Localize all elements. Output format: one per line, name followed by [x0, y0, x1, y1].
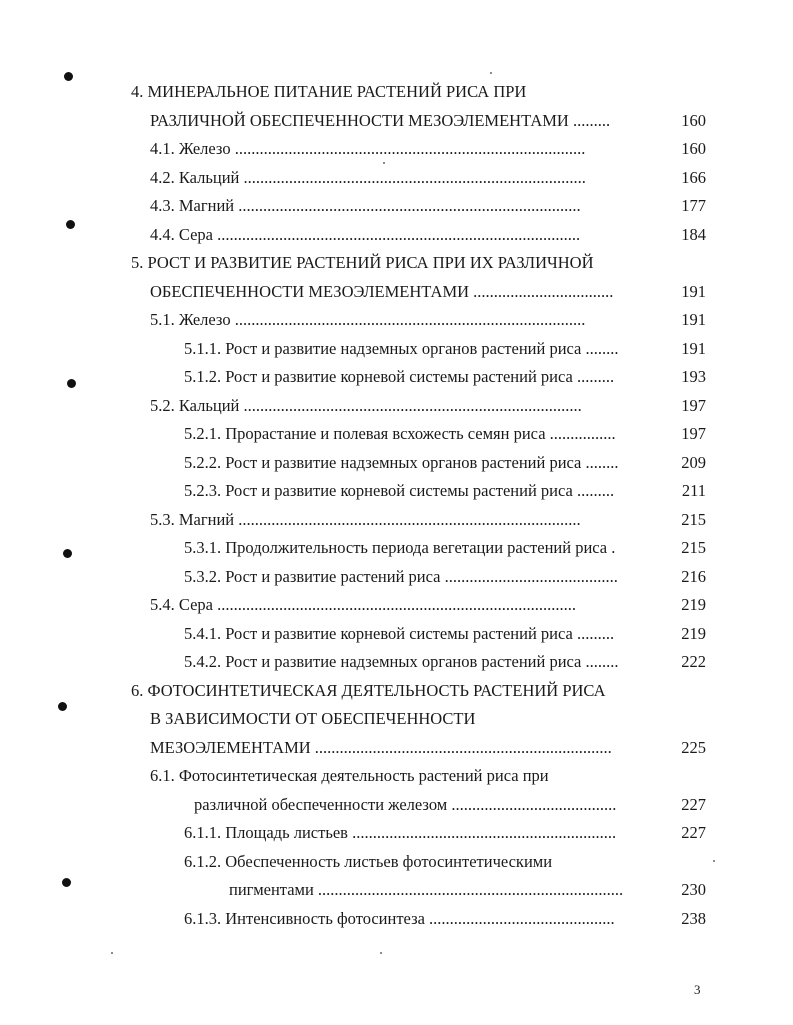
- toc-entry-text: 5.4.2. Рост и развитие надземных органов растений риса ........: [184, 652, 619, 671]
- toc-entry-page: 215: [681, 538, 706, 557]
- toc-entry-text: В ЗАВИСИМОСТИ ОТ ОБЕСПЕЧЕННОСТИ: [150, 709, 476, 728]
- toc-entry-text: 5.3.2. Рост и развитие растений риса ..........................................: [184, 567, 618, 586]
- toc-entry-page: 222: [681, 652, 706, 671]
- toc-entry-page: 160: [681, 111, 706, 130]
- punch-hole-mark: [67, 379, 76, 388]
- toc-entry-page: 216: [681, 567, 706, 586]
- toc-entry-page: 166: [681, 168, 706, 187]
- scan-speck: [111, 952, 113, 954]
- toc-entry-page: 191: [681, 282, 706, 301]
- toc-entry-text: 5.2.3. Рост и развитие корневой системы растений риса .........: [184, 481, 615, 500]
- toc-entry-text: различной обеспеченности железом ........................................: [194, 795, 617, 814]
- scan-speck: [380, 952, 382, 954]
- toc-entry-page: 211: [681, 481, 706, 500]
- toc-entry-text: 5.4. Сера .......................................................................................: [150, 595, 576, 614]
- toc-entry-text: 5.3. Магний ...................................................................................: [150, 510, 581, 529]
- punch-hole-mark: [64, 72, 73, 81]
- toc-entry-text: 5.1.1. Рост и развитие надземных органов растений риса ........: [184, 339, 619, 358]
- toc-entry-text: ОБЕСПЕЧЕННОСТИ МЕЗОЭЛЕМЕНТАМИ ..................................: [150, 282, 614, 301]
- toc-entry-page: 184: [681, 225, 706, 244]
- toc-entry-text: 4.3. Магний ...................................................................................: [150, 196, 581, 215]
- toc-entry-text: 5.2.2. Рост и развитие надземных органов растений риса ........: [184, 453, 619, 472]
- toc-entry-text: 6.1.2. Обеспеченность листьев фотосинтетическими: [184, 852, 553, 871]
- toc-entry-page: 209: [681, 453, 706, 472]
- toc-entry-text: 6.1. Фотосинтетическая деятельность растений риса при: [150, 766, 549, 785]
- toc-entry-page: 197: [681, 424, 706, 443]
- toc-entry-page: 191: [681, 310, 706, 329]
- punch-hole-mark: [63, 549, 72, 558]
- scan-speck: [383, 162, 385, 164]
- toc-entry-text: 4.2. Кальций ...................................................................................: [150, 168, 586, 187]
- toc-entry-text: 6.1.3. Интенсивность фотосинтеза .............................................: [184, 909, 615, 928]
- toc-entry-page: 219: [681, 624, 706, 643]
- toc-entry-text: МЕЗОЭЛЕМЕНТАМИ ........................................................................: [150, 738, 612, 757]
- toc-entry-page: 197: [681, 396, 706, 415]
- toc-entry-text: 5.2.1. Прорастание и полевая всхожесть семян риса ................: [184, 424, 616, 443]
- scan-speck: [713, 860, 715, 862]
- toc-entry-page: 191: [681, 339, 706, 358]
- toc-entry-text: 5. РОСТ И РАЗВИТИЕ РАСТЕНИЙ РИСА ПРИ ИХ РАЗЛИЧНОЙ: [131, 253, 594, 272]
- toc-entry-page: 238: [681, 909, 706, 928]
- toc-entry-text: 5.1. Железо .....................................................................................: [150, 310, 586, 329]
- punch-hole-mark: [66, 220, 75, 229]
- page-number: 3: [694, 982, 701, 997]
- toc-entry-page: 227: [681, 823, 706, 842]
- toc-entry-text: 5.3.1. Продолжительность периода вегетации растений риса .: [184, 538, 616, 557]
- toc-entry-text: 4. МИНЕРАЛЬНОЕ ПИТАНИЕ РАСТЕНИЙ РИСА ПРИ: [131, 82, 527, 101]
- toc-entry-text: 5.4.1. Рост и развитие корневой системы растений риса .........: [184, 624, 615, 643]
- scan-speck: [490, 72, 492, 74]
- toc-entry-page: 225: [681, 738, 706, 757]
- toc-entry-page: 230: [681, 880, 706, 899]
- toc-entry-page: 193: [681, 367, 706, 386]
- toc-entry-page: 160: [681, 139, 706, 158]
- toc-entry-text: 4.4. Сера ........................................................................................: [150, 225, 581, 244]
- toc-entry-page: 227: [681, 795, 706, 814]
- toc-entry-page: 177: [681, 196, 706, 215]
- toc-entry-text: РАЗЛИЧНОЙ ОБЕСПЕЧЕННОСТИ МЕЗОЭЛЕМЕНТАМИ .........: [150, 111, 611, 130]
- toc-entry-text: 6. ФОТОСИНТЕТИЧЕСКАЯ ДЕЯТЕЛЬНОСТЬ РАСТЕНИЙ РИСА: [131, 681, 606, 700]
- punch-hole-mark: [62, 878, 71, 887]
- toc-entry-text: 4.1. Железо .....................................................................................: [150, 139, 586, 158]
- punch-hole-mark: [58, 702, 67, 711]
- toc-entry-page: 215: [681, 510, 706, 529]
- toc-entry-page: 219: [681, 595, 706, 614]
- toc-entry-text: пигментами ..........................................................................: [229, 880, 624, 899]
- toc-entry-text: 5.1.2. Рост и развитие корневой системы растений риса .........: [184, 367, 615, 386]
- toc-entry-text: 5.2. Кальций ..................................................................................: [150, 396, 582, 415]
- toc-entry-text: 6.1.1. Площадь листьев ................................................................: [184, 823, 617, 842]
